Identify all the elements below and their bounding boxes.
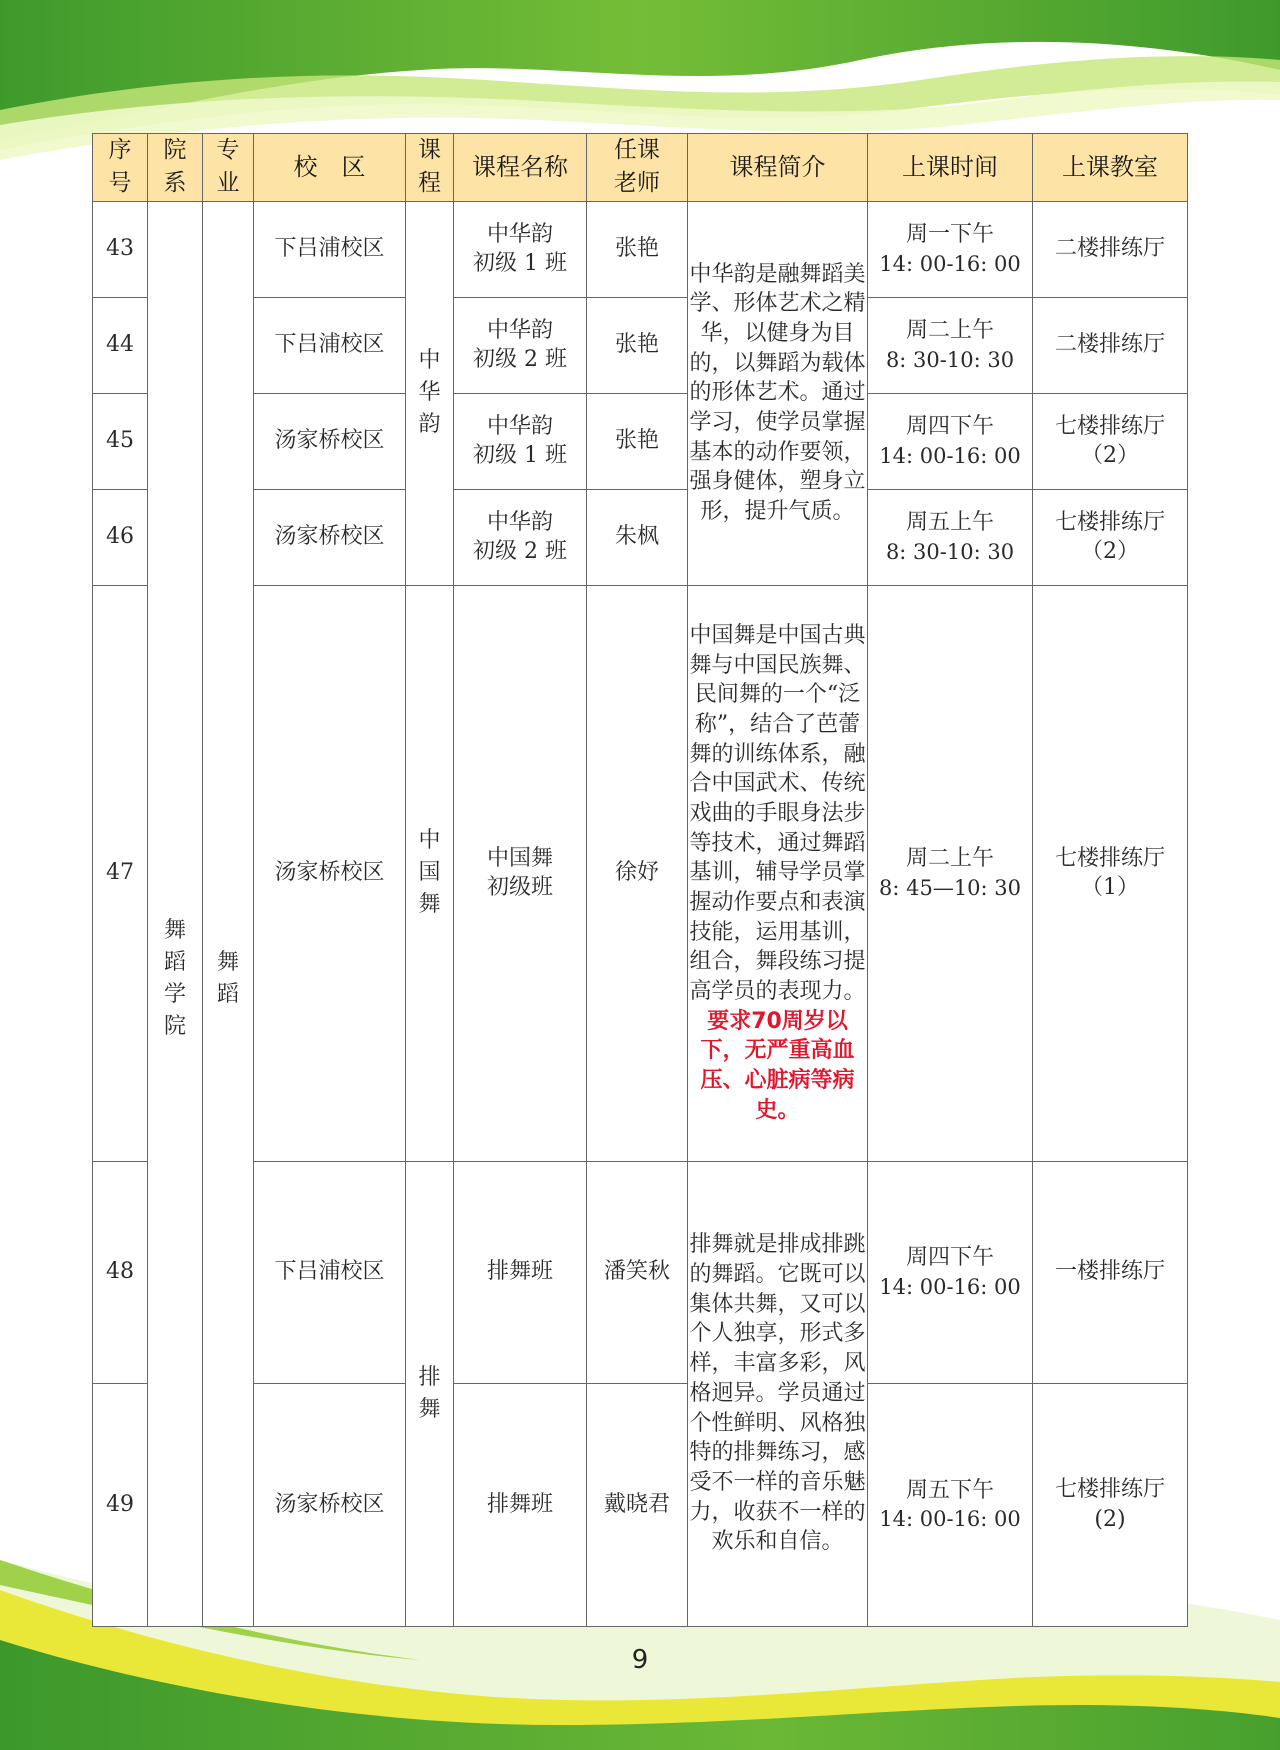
- intro-cell: 排舞就是排成排跳的舞蹈。它既可以集体共舞，又可以个人独享，形式多样，丰富多彩，风格迥异。学员通过个性鲜明、风格独特的排舞练习，感受不一样的音乐魅力，收获不一样的欢乐和自信。: [688, 1161, 868, 1626]
- time-range: 8: 30-10: 30: [885, 347, 1015, 372]
- header-teacher: 任课老师: [587, 134, 688, 202]
- page-number: 9: [631, 1645, 649, 1675]
- row-number: 48: [93, 1161, 148, 1383]
- time-day: 周五上午: [905, 510, 994, 536]
- header-course-name: 课程名称: [454, 134, 587, 202]
- campus-cell: 汤家桥校区: [254, 489, 406, 585]
- course-table: [92, 133, 1188, 1627]
- campus-cell: 下吕浦校区: [254, 201, 406, 297]
- intro-text: 中国舞是中国古典舞与中国民族舞、民间舞的一个“泛称”，结合了芭蕾舞的训练体系，融合中国武术、传统戏曲的手眼身法步等技术，通过舞蹈基训，辅导学员掌握动作要点和表演技能，运用基训，组合，舞段练习提高学员的表现力。: [689, 622, 866, 1005]
- campus-cell: 汤家桥校区: [254, 393, 406, 489]
- intro-cell: 中华韵是融舞蹈美学、形体艺术之精华，以健身为目的，以舞蹈为载体的形体艺术。通过学习，使学员掌握基本的动作要领，强身健体，塑身立形，提升气质。: [688, 201, 868, 585]
- teacher-cell: 张艳: [587, 393, 688, 489]
- time-cell: [868, 393, 1033, 489]
- time-range: 14: 00-16: 00: [879, 1274, 1021, 1299]
- campus-cell: 下吕浦校区: [254, 1161, 406, 1383]
- table-row: [93, 1383, 1188, 1626]
- teacher-cell: 张艳: [587, 201, 688, 297]
- major-cell: 舞蹈: [203, 201, 254, 1626]
- room-name: 一楼排练厅: [1054, 1259, 1165, 1285]
- room-name: 七楼排练厅: [1054, 845, 1165, 871]
- college-cell: 舞蹈学院: [148, 201, 203, 1626]
- header-time: 上课时间: [868, 134, 1033, 202]
- row-number: 49: [93, 1383, 148, 1626]
- row-number: 43: [93, 201, 148, 297]
- table-row: [93, 393, 1188, 489]
- time-range: 14: 00-16: 00: [879, 251, 1021, 276]
- teacher-cell: 朱枫: [587, 489, 688, 585]
- course-name-line1: 中华韵: [486, 221, 553, 247]
- table-row: [93, 297, 1188, 393]
- room-name: 二楼排练厅: [1054, 236, 1165, 262]
- age-warning: 要求70周岁以下，无严重高血压、心脏病等病史。: [700, 1008, 855, 1123]
- time-range: 14: 00-16: 00: [879, 443, 1021, 468]
- room-cell: [1033, 297, 1188, 393]
- campus-cell: 汤家桥校区: [254, 585, 406, 1161]
- time-cell: [868, 489, 1033, 585]
- time-cell: [868, 1161, 1033, 1383]
- room-number: (2): [1094, 1506, 1126, 1532]
- campus-cell: 汤家桥校区: [254, 1383, 406, 1626]
- course-name-line2: 初级 1 班: [473, 251, 567, 277]
- table-row: [93, 201, 1188, 297]
- header-row: [93, 134, 1188, 202]
- row-number: 44: [93, 297, 148, 393]
- room-name: 七楼排练厅: [1054, 413, 1165, 439]
- time-day: 周四下午: [905, 1245, 994, 1271]
- time-day: 周二上午: [905, 318, 994, 344]
- room-cell: [1033, 393, 1188, 489]
- course-cell: 排舞: [406, 1161, 454, 1626]
- course-name-cell: [454, 1161, 587, 1383]
- time-day: 周一下午: [905, 222, 994, 248]
- room-name: 七楼排练厅: [1054, 509, 1165, 535]
- course-name-line2: 初级班: [486, 875, 553, 901]
- course-name-line1: 中华韵: [486, 317, 553, 343]
- course-name-cell: [454, 489, 587, 585]
- header-college: 院系: [148, 134, 203, 202]
- course-name-cell: [454, 393, 587, 489]
- row-number: 45: [93, 393, 148, 489]
- course-name-cell: [454, 585, 587, 1161]
- room-number: （2）: [1081, 539, 1139, 565]
- header-major: 专业: [203, 134, 254, 202]
- room-cell: [1033, 489, 1188, 585]
- time-range: 8: 30-10: 30: [885, 539, 1015, 564]
- header-intro: 课程简介: [688, 134, 868, 202]
- header-campus: 校 区: [254, 134, 406, 202]
- time-range: 14: 00-16: 00: [879, 1507, 1021, 1532]
- room-number: （1）: [1081, 875, 1139, 901]
- course-name-line1: 排舞班: [486, 1259, 553, 1285]
- course-name-cell: [454, 297, 587, 393]
- teacher-cell: 张艳: [587, 297, 688, 393]
- time-cell: [868, 1383, 1033, 1626]
- header-no: 序号: [93, 134, 148, 202]
- campus-cell: 下吕浦校区: [254, 297, 406, 393]
- course-cell: 中国舞: [406, 585, 454, 1161]
- course-name-line1: 中国舞: [486, 845, 553, 871]
- room-cell: [1033, 585, 1188, 1161]
- time-day: 周二上午: [905, 846, 994, 872]
- room-name: 七楼排练厅: [1054, 1477, 1165, 1502]
- time-day: 周四下午: [905, 414, 994, 440]
- room-cell: [1033, 201, 1188, 297]
- room-cell: [1033, 1383, 1188, 1626]
- table-row: [93, 585, 1188, 1161]
- table-row: [93, 489, 1188, 585]
- table-row: [93, 1161, 1188, 1383]
- course-name-line2: 初级 2 班: [473, 539, 567, 565]
- intro-cell: [688, 585, 868, 1161]
- course-name-cell: [454, 201, 587, 297]
- row-number: 47: [93, 585, 148, 1161]
- header-room: 上课教室: [1033, 134, 1188, 202]
- course-name-line2: 初级 2 班: [473, 347, 567, 373]
- course-cell: 中华韵: [406, 201, 454, 585]
- time-cell: [868, 297, 1033, 393]
- teacher-cell: 戴晓君: [587, 1383, 688, 1626]
- course-name-line2: 初级 1 班: [473, 443, 567, 469]
- room-cell: [1033, 1161, 1188, 1383]
- time-cell: [868, 585, 1033, 1161]
- course-name-line1: 中华韵: [486, 509, 553, 535]
- course-name-line1: 排舞班: [486, 1491, 553, 1517]
- time-range: 8: 45—10: 30: [878, 875, 1022, 900]
- header-course: 课程: [406, 134, 454, 202]
- course-name-line1: 中华韵: [486, 413, 553, 439]
- time-day: 周五下午: [905, 1477, 994, 1503]
- course-name-cell: [454, 1383, 587, 1626]
- teacher-cell: 潘笑秋: [587, 1161, 688, 1383]
- room-number: （2）: [1081, 443, 1139, 469]
- time-cell: [868, 201, 1033, 297]
- row-number: 46: [93, 489, 148, 585]
- teacher-cell: 徐妤: [587, 585, 688, 1161]
- room-name: 二楼排练厅: [1054, 332, 1165, 358]
